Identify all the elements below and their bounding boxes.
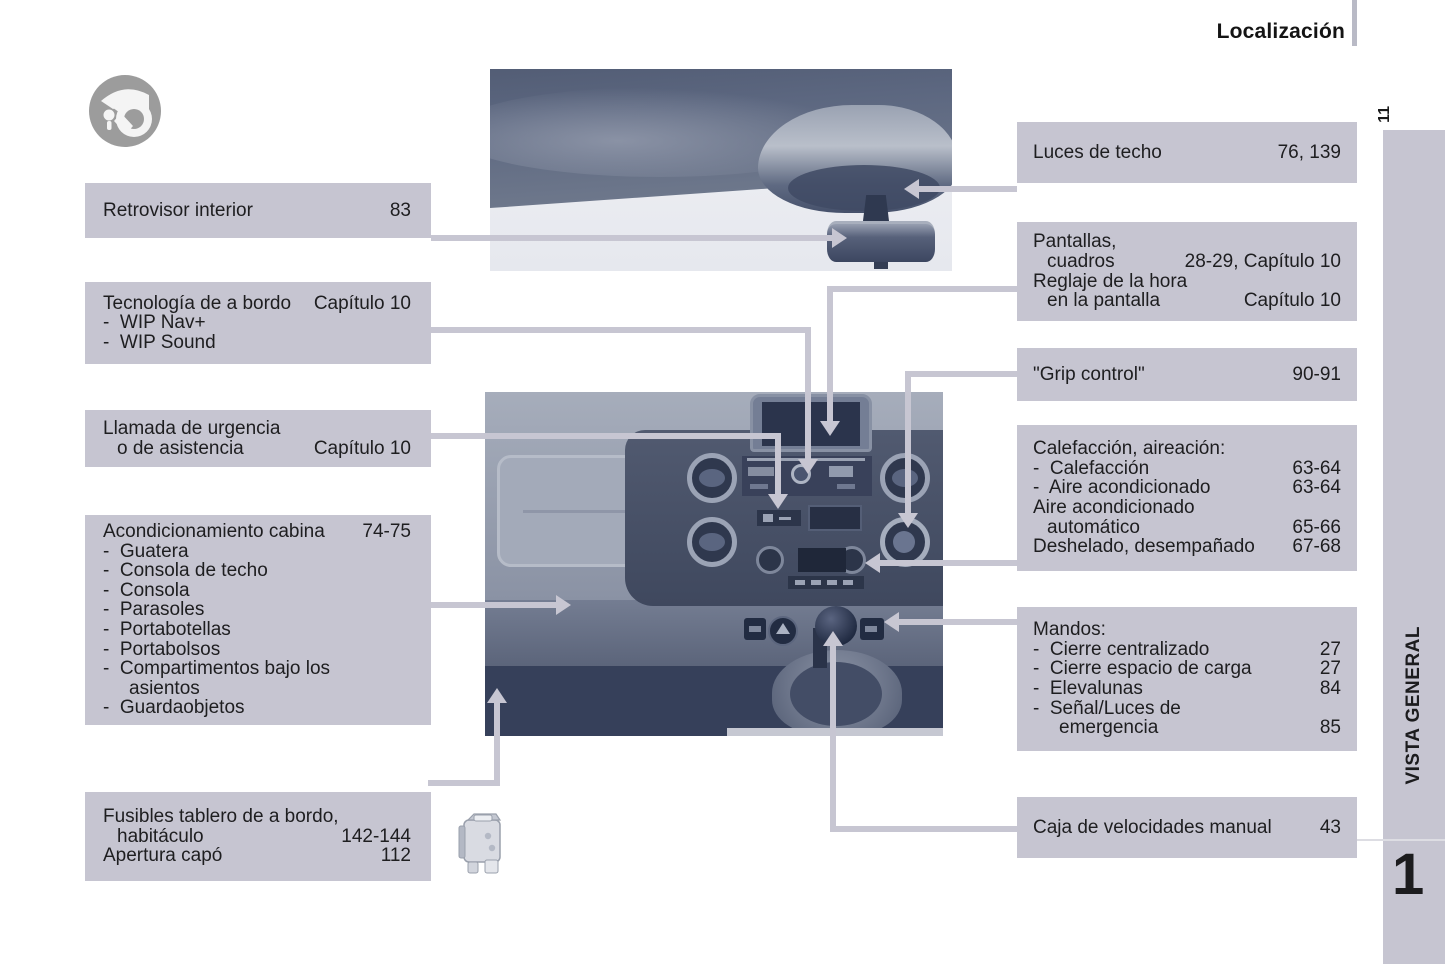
connector-acondicionamiento (431, 602, 557, 608)
callout-acondicionamiento (85, 515, 431, 725)
callout-text: cuadros (1047, 250, 1115, 272)
connector-llamada-v (775, 433, 781, 495)
callout-page-ref: 90-91 (1292, 363, 1341, 385)
window-switch (860, 618, 884, 640)
callout-page-ref: 63-64 (1292, 477, 1341, 499)
callout-caja-velocidades (1017, 797, 1357, 858)
connector-llamada-h (431, 433, 781, 439)
callout-page-ref: 112 (380, 845, 411, 867)
callout-tecnologia (85, 282, 431, 364)
callout-page-ref: 84 (1319, 678, 1341, 699)
chapter-number: 1 (1392, 842, 1425, 907)
callout-pantallas (1017, 222, 1357, 321)
callout-text: - Calefacción (1033, 457, 1150, 479)
arrow-luces (904, 179, 919, 199)
callout-calefaccion (1017, 425, 1357, 571)
callout-page-ref: 28-29, Capítulo 10 (1184, 250, 1341, 272)
callout-page-ref: 74-75 (362, 521, 411, 543)
callout-text: - Portabotellas (103, 619, 231, 640)
callout-text: - Parasoles (103, 599, 205, 621)
chapter-section-text: VISTA GENERAL (1403, 625, 1424, 785)
callout-page-ref: Capítulo 10 (1243, 290, 1341, 312)
callout-text: - Guatera (103, 540, 189, 562)
callout-text: habitáculo (117, 825, 204, 847)
arrow-acondicionamiento (556, 595, 571, 615)
hazard-triangle-icon (776, 623, 790, 634)
callout-text: Apertura capó (103, 845, 223, 867)
callout-page-ref: Capítulo 10 (313, 437, 411, 459)
connector-caja-v (830, 645, 836, 830)
callout-text: Fusibles tablero de a bordo, (103, 806, 339, 828)
driver-steering-wheel-icon (88, 74, 162, 148)
heater-knob (756, 546, 784, 574)
callout-page-ref: 76, 139 (1277, 141, 1341, 163)
arrow-tecnologia (798, 459, 818, 474)
callout-text: o de asistencia (117, 437, 244, 459)
connector-caja-h (830, 826, 1017, 832)
page-number-text: 11 (1376, 105, 1393, 123)
callout-page-ref: 85 (1319, 717, 1341, 739)
callout-page-ref: 83 (389, 199, 411, 221)
callout-page-ref: 27 (1319, 638, 1341, 660)
callout-text: - Guardaobjetos (103, 697, 245, 719)
air-vent (687, 517, 737, 567)
callout-text: Pantallas, (1033, 231, 1117, 253)
callout-page-ref: 67-68 (1292, 536, 1341, 558)
callout-text: - WIP Nav+ (103, 312, 206, 334)
callout-text: - Consola (103, 579, 190, 601)
connector-grip-h (905, 371, 1017, 377)
climate-display (798, 548, 846, 572)
radio-button (829, 466, 853, 477)
chapter-section-label (1383, 580, 1445, 830)
callout-text: Mandos: (1033, 619, 1106, 641)
arrow-llamada (768, 494, 788, 509)
callout-text: asientos (129, 677, 200, 699)
arrow-grip (898, 513, 918, 528)
climate-button-glyph (811, 580, 821, 585)
callout-text: Retrovisor interior (103, 199, 253, 221)
connector-retrovisor (431, 235, 832, 241)
connector-pantallas-h (827, 286, 1017, 292)
aux-display (808, 505, 862, 531)
callout-text: - Cierre espacio de carga (1033, 658, 1252, 680)
callout-text: en la pantalla (1047, 290, 1161, 312)
callout-page-ref: 27 (1319, 658, 1341, 680)
connector-fusibles-h (428, 780, 500, 786)
callout-text: - Aire acondicionado (1033, 477, 1211, 499)
callout-text: Aire acondicionado (1033, 497, 1195, 518)
connector-grip-v (905, 371, 911, 514)
callout-text: "Grip control" (1033, 363, 1145, 385)
connector-tecnologia-v (805, 327, 811, 460)
radio-button (837, 484, 855, 489)
assist-button-glyph (763, 514, 773, 522)
connector-calefaccion (879, 560, 1017, 566)
arrow-fusibles (487, 688, 507, 703)
connector-pantallas-v (827, 286, 833, 422)
radio-button (750, 484, 768, 489)
climate-button-glyph (827, 580, 837, 585)
callout-page-ref: 63-64 (1292, 457, 1341, 479)
climate-button-glyph (795, 580, 805, 585)
arrow-pantallas (820, 421, 840, 436)
fuse-box-illustration (452, 810, 514, 880)
callout-text: Caja de velocidades manual (1033, 816, 1272, 838)
callout-page-ref: 142-144 (341, 825, 411, 847)
callout-page-ref: Capítulo 10 (313, 292, 411, 314)
callout-text: - Portabolsos (103, 638, 221, 660)
callout-text: - Consola de techo (103, 560, 268, 582)
arrow-calefaccion (865, 553, 880, 573)
callout-text: Luces de techo (1033, 141, 1162, 163)
connector-mandos (898, 619, 1017, 625)
callout-page-ref: 65-66 (1292, 516, 1341, 538)
callout-text: Reglaje de la hora (1033, 270, 1188, 292)
page-number (1370, 96, 1400, 132)
callout-fusibles (85, 792, 431, 881)
arrow-caja (823, 631, 843, 646)
callout-text: automático (1047, 516, 1140, 538)
arrow-retrovisor (832, 228, 847, 248)
climate-button-glyph (843, 580, 853, 585)
lock-switch (744, 618, 766, 640)
callout-luces (1017, 122, 1357, 183)
callout-text: Llamada de urgencia (103, 417, 281, 439)
sidebar-divider (1357, 839, 1445, 841)
callout-text: Tecnología de a bordo (103, 292, 292, 314)
callout-text: - WIP Sound (103, 331, 216, 353)
callout-text: - Compartimentos bajo los (103, 658, 331, 680)
connector-fusibles-v (494, 702, 500, 786)
assist-button-glyph (779, 517, 791, 520)
callout-text: emergencia (1059, 717, 1159, 739)
callout-mandos (1017, 607, 1357, 751)
connector-luces (919, 186, 1017, 192)
callout-retrovisor (85, 183, 431, 238)
callout-text: - Señal/Luces de (1033, 697, 1181, 719)
title-divider (1352, 0, 1357, 46)
air-vent (687, 453, 737, 503)
radio-button (748, 467, 774, 476)
gear-boot (790, 662, 882, 726)
callout-grip-control (1017, 348, 1357, 401)
callout-text: Calefacción, aireación: (1033, 438, 1226, 460)
connector-tecnologia-h (431, 327, 811, 333)
callout-text: Deshelado, desempañado (1033, 536, 1255, 558)
callout-text: - Elevalunas (1033, 678, 1143, 699)
callout-text: - Cierre centralizado (1033, 638, 1210, 660)
callout-llamada (85, 410, 431, 467)
arrow-mandos (884, 612, 899, 632)
fuse-icon (452, 810, 514, 880)
mirror-foot (874, 262, 888, 269)
page-title: Localización (1216, 20, 1345, 43)
callout-page-ref: 43 (1319, 816, 1341, 838)
callout-text: Acondicionamiento cabina (103, 521, 325, 543)
chapter-icon (88, 74, 162, 148)
